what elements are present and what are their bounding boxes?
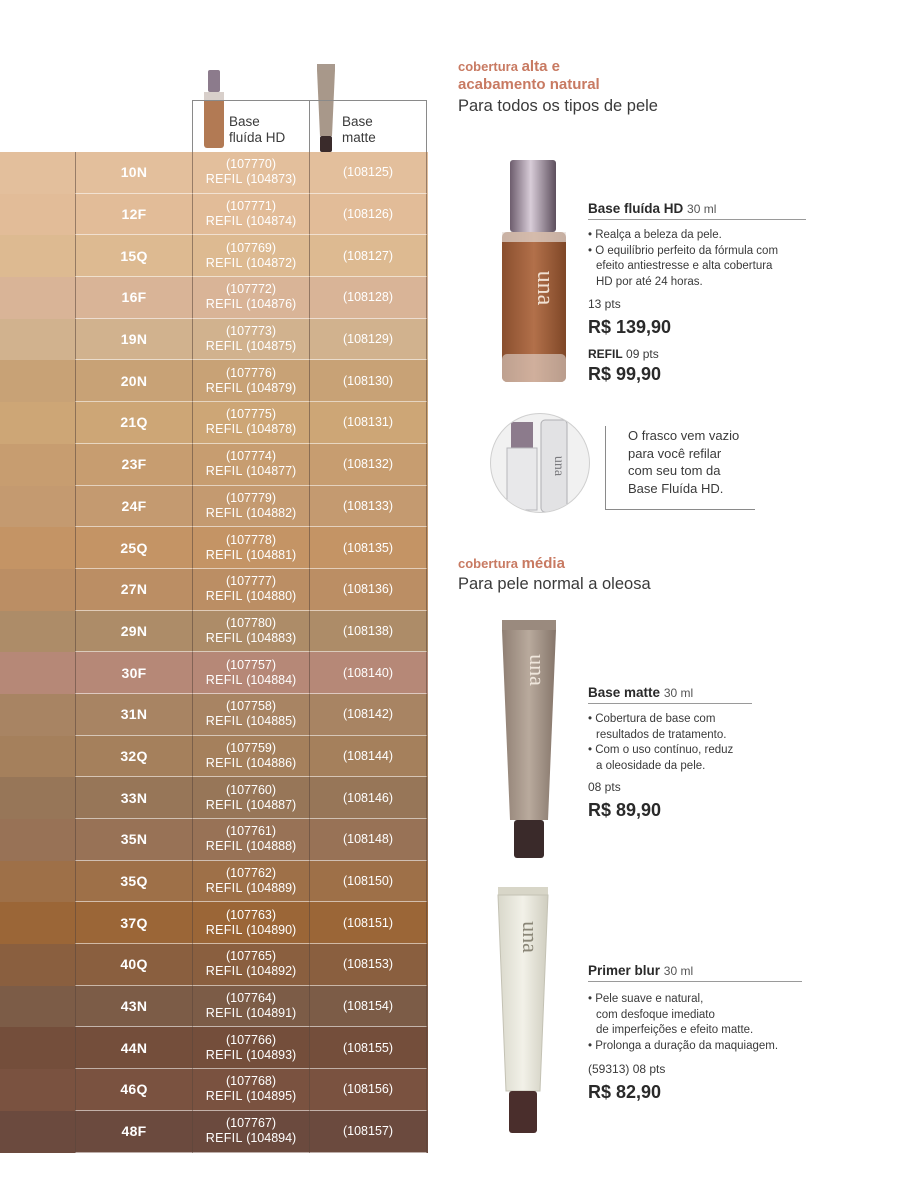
refil-code-value: (104888)	[246, 839, 297, 854]
shade-matte-code: (108129)	[309, 319, 427, 361]
section-high-coverage-subtitle: Para todos os tipos de pele	[458, 97, 658, 115]
refil-label: REFIL	[205, 881, 243, 896]
hd-code: (107775)	[225, 407, 277, 422]
refil-bottle-icon	[491, 414, 590, 513]
shade-row-19N	[0, 319, 428, 361]
shade-name: 31N	[75, 694, 192, 736]
hd-code: (107778)	[225, 532, 277, 547]
shade-name: 12F	[75, 194, 192, 236]
refil-code-value: (104887)	[246, 797, 297, 812]
refil-code-value: (104882)	[246, 505, 297, 520]
column-header-base-matte: Base matte	[309, 100, 427, 153]
shade-matte-code: (108136)	[309, 569, 427, 611]
refil-code-value: (104895)	[246, 1089, 297, 1104]
refil-code	[206, 297, 296, 312]
base-fluida-hd-bottle-icon	[498, 158, 570, 386]
shade-name: 32Q	[75, 736, 192, 778]
hd-code: (107757)	[225, 657, 277, 672]
shade-row-37Q	[0, 902, 428, 944]
refil-label: REFIL	[205, 380, 243, 395]
shade-matte-code: (108153)	[309, 944, 427, 986]
refil-code	[206, 839, 296, 854]
refil-code	[206, 214, 296, 229]
shade-name: 33N	[75, 777, 192, 819]
product-matte-points: 08 pts	[588, 780, 621, 794]
refil-label: REFIL	[205, 672, 243, 687]
shade-hd-code	[192, 444, 309, 486]
svg-text:una: una	[525, 654, 550, 686]
refil-note: O frasco vem vazio para você refilar com seu tom da Base Fluída HD.	[628, 428, 740, 496]
shade-hd-code	[192, 360, 309, 402]
product-hd-price: R$ 139,90	[588, 317, 672, 337]
product-title-primer-blur: Primer blur 30 ml	[588, 963, 802, 982]
refil-code-value: (104873)	[246, 172, 297, 187]
shade-hd-code	[192, 611, 309, 653]
shade-row-46Q	[0, 1069, 428, 1111]
shade-matte-code: (108144)	[309, 736, 427, 778]
refil-code	[206, 506, 296, 521]
refil-code-value: (104890)	[246, 922, 297, 937]
refil-code-value: (104877)	[246, 464, 297, 479]
shade-row-29N	[0, 611, 428, 653]
refil-code-value: (104881)	[246, 547, 297, 562]
svg-text:una: una	[532, 270, 558, 306]
refil-label: REFIL	[205, 1131, 243, 1146]
shade-name: 30F	[75, 652, 192, 694]
shade-matte-code: (108130)	[309, 360, 427, 402]
shade-name: 43N	[75, 986, 192, 1028]
refil-code-value: (104894)	[246, 1131, 297, 1146]
refil-label: REFIL	[205, 1089, 243, 1104]
shade-row-23F	[0, 444, 428, 486]
shade-row-15Q	[0, 235, 428, 277]
refil-label: REFIL	[205, 630, 243, 645]
refil-code	[206, 673, 296, 688]
hd-code: (107758)	[225, 699, 277, 714]
hd-code: (107772)	[225, 282, 277, 297]
shade-row-12F	[0, 194, 428, 236]
refil-code	[206, 1089, 296, 1104]
shade-row-35Q	[0, 861, 428, 903]
refil-label: REFIL	[205, 589, 243, 604]
refil-label: REFIL	[205, 464, 243, 479]
hd-code: (107770)	[225, 157, 277, 172]
refil-code	[206, 464, 296, 479]
refil-code-value: (104879)	[246, 380, 297, 395]
shade-name: 23F	[75, 444, 192, 486]
hd-code: (107759)	[225, 740, 277, 755]
refil-label: REFIL	[205, 1006, 243, 1021]
shade-name: 19N	[75, 319, 192, 361]
shade-hd-code	[192, 819, 309, 861]
refil-code	[206, 1048, 296, 1063]
refil-code-value: (104875)	[246, 339, 297, 354]
shade-row-27N	[0, 569, 428, 611]
shade-name: 29N	[75, 611, 192, 653]
hd-code: (107771)	[225, 199, 277, 214]
primer-blur-tube-icon	[496, 887, 550, 1135]
shade-name: 44N	[75, 1027, 192, 1069]
refil-code-value: (104886)	[246, 755, 297, 770]
refil-code-value: (104893)	[246, 1047, 297, 1062]
refil-code-value: (104874)	[246, 214, 297, 229]
shade-row-30F	[0, 652, 428, 694]
shade-name: 21Q	[75, 402, 192, 444]
shade-hd-code	[192, 902, 309, 944]
refil-code-value: (104876)	[246, 297, 297, 312]
refil-code	[206, 381, 296, 396]
shade-row-24F	[0, 486, 428, 528]
refil-label: REFIL	[205, 214, 243, 229]
shade-name: 35Q	[75, 861, 192, 903]
shade-name: 25Q	[75, 527, 192, 569]
hd-code: (107779)	[225, 490, 277, 505]
shade-name: 37Q	[75, 902, 192, 944]
shade-matte-code: (108138)	[309, 611, 427, 653]
shade-hd-code	[192, 1027, 309, 1069]
shade-table	[0, 152, 428, 1153]
section-high-coverage-tag: cobertura alta e acabamento natural	[458, 58, 600, 93]
shade-hd-code	[192, 986, 309, 1028]
shade-row-25Q	[0, 527, 428, 569]
shade-row-32Q	[0, 736, 428, 778]
refil-code	[206, 339, 296, 354]
shade-matte-code: (108133)	[309, 486, 427, 528]
shade-name: 48F	[75, 1111, 192, 1153]
refil-label: REFIL	[205, 297, 243, 312]
shade-hd-code	[192, 944, 309, 986]
shade-row-48F	[0, 1111, 428, 1153]
refil-code	[206, 422, 296, 437]
shade-row-21Q	[0, 402, 428, 444]
shade-row-31N	[0, 694, 428, 736]
refil-label: REFIL	[205, 922, 243, 937]
refil-code	[206, 1006, 296, 1021]
refil-code	[206, 631, 296, 646]
shade-hd-code	[192, 777, 309, 819]
refil-code	[206, 1131, 296, 1146]
shade-name: 15Q	[75, 235, 192, 277]
refil-code	[206, 756, 296, 771]
refil-code-value: (104891)	[246, 1006, 297, 1021]
refil-code-value: (104883)	[246, 630, 297, 645]
refil-label: REFIL	[205, 964, 243, 979]
refil-code	[206, 714, 296, 729]
refil-code	[206, 923, 296, 938]
shade-matte-code: (108135)	[309, 527, 427, 569]
shade-matte-code: (108154)	[309, 986, 427, 1028]
svg-text:una: una	[551, 455, 566, 477]
shade-row-43N	[0, 986, 428, 1028]
refil-code-value: (104889)	[246, 881, 297, 896]
hd-code: (107768)	[225, 1074, 277, 1089]
refil-label: REFIL	[205, 422, 243, 437]
shade-hd-code	[192, 194, 309, 236]
refil-code-value: (104884)	[246, 672, 297, 687]
refil-label: REFIL	[205, 797, 243, 812]
shade-name: 40Q	[75, 944, 192, 986]
shade-name: 20N	[75, 360, 192, 402]
shade-hd-code	[192, 736, 309, 778]
refil-label: REFIL	[205, 755, 243, 770]
refil-label: REFIL	[205, 505, 243, 520]
column-header-base-fluida-hd: Base fluída HD	[192, 100, 310, 153]
shade-row-44N	[0, 1027, 428, 1069]
product-hd-refil-price: R$ 99,90	[588, 364, 662, 384]
product-matte-price: R$ 89,90	[588, 800, 662, 820]
hd-code: (107763)	[225, 907, 277, 922]
refil-label: REFIL	[205, 1047, 243, 1062]
shade-hd-code	[192, 486, 309, 528]
refil-code	[206, 172, 296, 187]
hd-code: (107762)	[225, 866, 277, 881]
shade-hd-code	[192, 1069, 309, 1111]
shade-matte-code: (108127)	[309, 235, 427, 277]
product-matte-benefits: • Cobertura de base com resultados de tratamento. • Com o uso contínuo, reduz a oleosidade da pele.	[588, 713, 734, 772]
refil-code-value: (104880)	[246, 589, 297, 604]
hd-code: (107773)	[225, 324, 277, 339]
shade-hd-code	[192, 152, 309, 194]
shade-matte-code: (108150)	[309, 861, 427, 903]
refil-code	[206, 964, 296, 979]
refil-code	[206, 548, 296, 563]
hd-code: (107767)	[225, 1116, 277, 1131]
refil-code-value: (104872)	[246, 255, 297, 270]
refil-code	[206, 798, 296, 813]
shade-matte-code: (108128)	[309, 277, 427, 319]
shade-hd-code	[192, 235, 309, 277]
product-primer-price: R$ 82,90	[588, 1082, 662, 1102]
shade-row-10N	[0, 152, 428, 194]
shade-matte-code: (108156)	[309, 1069, 427, 1111]
hd-code: (107764)	[225, 991, 277, 1006]
shade-hd-code	[192, 861, 309, 903]
hd-code: (107760)	[225, 782, 277, 797]
hd-code: (107769)	[225, 240, 277, 255]
shade-row-33N	[0, 777, 428, 819]
shade-name: 35N	[75, 819, 192, 861]
refil-code	[206, 589, 296, 604]
shade-name: 24F	[75, 486, 192, 528]
refil-bottle-photo	[490, 413, 590, 513]
shade-hd-code	[192, 319, 309, 361]
shade-matte-code: (108132)	[309, 444, 427, 486]
shade-row-35N	[0, 819, 428, 861]
refil-code-value: (104878)	[246, 422, 297, 437]
product-hd-refil-points: REFIL 09 pts	[588, 347, 659, 361]
shade-matte-code: (108142)	[309, 694, 427, 736]
shade-name: 16F	[75, 277, 192, 319]
base-matte-tube-icon	[500, 620, 558, 860]
shade-hd-code	[192, 1111, 309, 1153]
refil-code	[206, 256, 296, 271]
shade-hd-code	[192, 569, 309, 611]
section-medium-coverage-subtitle: Para pele normal a oleosa	[458, 575, 651, 593]
shade-hd-code	[192, 652, 309, 694]
shade-row-20N	[0, 360, 428, 402]
refil-code-value: (104892)	[246, 964, 297, 979]
shade-matte-code: (108148)	[309, 819, 427, 861]
shade-row-40Q	[0, 944, 428, 986]
shade-hd-code	[192, 694, 309, 736]
hd-code: (107766)	[225, 1032, 277, 1047]
shade-name: 27N	[75, 569, 192, 611]
product-hd-benefits: • Realça a beleza da pele. • O equilíbrio perfeito da fórmula com efeito antiestresse e alta cobertura HD por até 24 horas.	[588, 229, 779, 288]
svg-text:una: una	[518, 921, 543, 953]
hd-code: (107761)	[225, 824, 277, 839]
shade-hd-code	[192, 277, 309, 319]
refil-label: REFIL	[205, 255, 243, 270]
product-hd-points: 13 pts	[588, 297, 621, 311]
refil-code	[206, 881, 296, 896]
shade-hd-code	[192, 402, 309, 444]
section-medium-coverage-tag: cobertura média	[458, 555, 565, 572]
refil-label: REFIL	[205, 547, 243, 562]
shade-matte-code: (108157)	[309, 1111, 427, 1153]
shade-name: 46Q	[75, 1069, 192, 1111]
refil-label: REFIL	[205, 172, 243, 187]
hd-code: (107765)	[225, 949, 277, 964]
shade-matte-code: (108126)	[309, 194, 427, 236]
hd-code: (107774)	[225, 449, 277, 464]
product-title-base-fluida-hd: Base fluída HD 30 ml	[588, 201, 806, 220]
shade-matte-code: (108125)	[309, 152, 427, 194]
refil-label: REFIL	[205, 839, 243, 854]
product-title-base-matte: Base matte 30 ml	[588, 685, 752, 704]
hd-code: (107780)	[225, 615, 277, 630]
shade-row-16F	[0, 277, 428, 319]
refil-label: REFIL	[205, 339, 243, 354]
shade-matte-code: (108146)	[309, 777, 427, 819]
hd-code: (107777)	[225, 574, 277, 589]
shade-matte-code: (108131)	[309, 402, 427, 444]
shade-matte-code: (108140)	[309, 652, 427, 694]
refil-code-value: (104885)	[246, 714, 297, 729]
product-primer-points: (59313) 08 pts	[588, 1062, 666, 1076]
shade-hd-code	[192, 527, 309, 569]
shade-matte-code: (108155)	[309, 1027, 427, 1069]
shade-name: 10N	[75, 152, 192, 194]
product-primer-benefits: • Pele suave e natural, com desfoque imediato de imperfeições e efeito matte. • Prolonga a duração da maquiagem.	[588, 993, 779, 1052]
refil-label: REFIL	[205, 714, 243, 729]
shade-matte-code: (108151)	[309, 902, 427, 944]
hd-code: (107776)	[225, 365, 277, 380]
